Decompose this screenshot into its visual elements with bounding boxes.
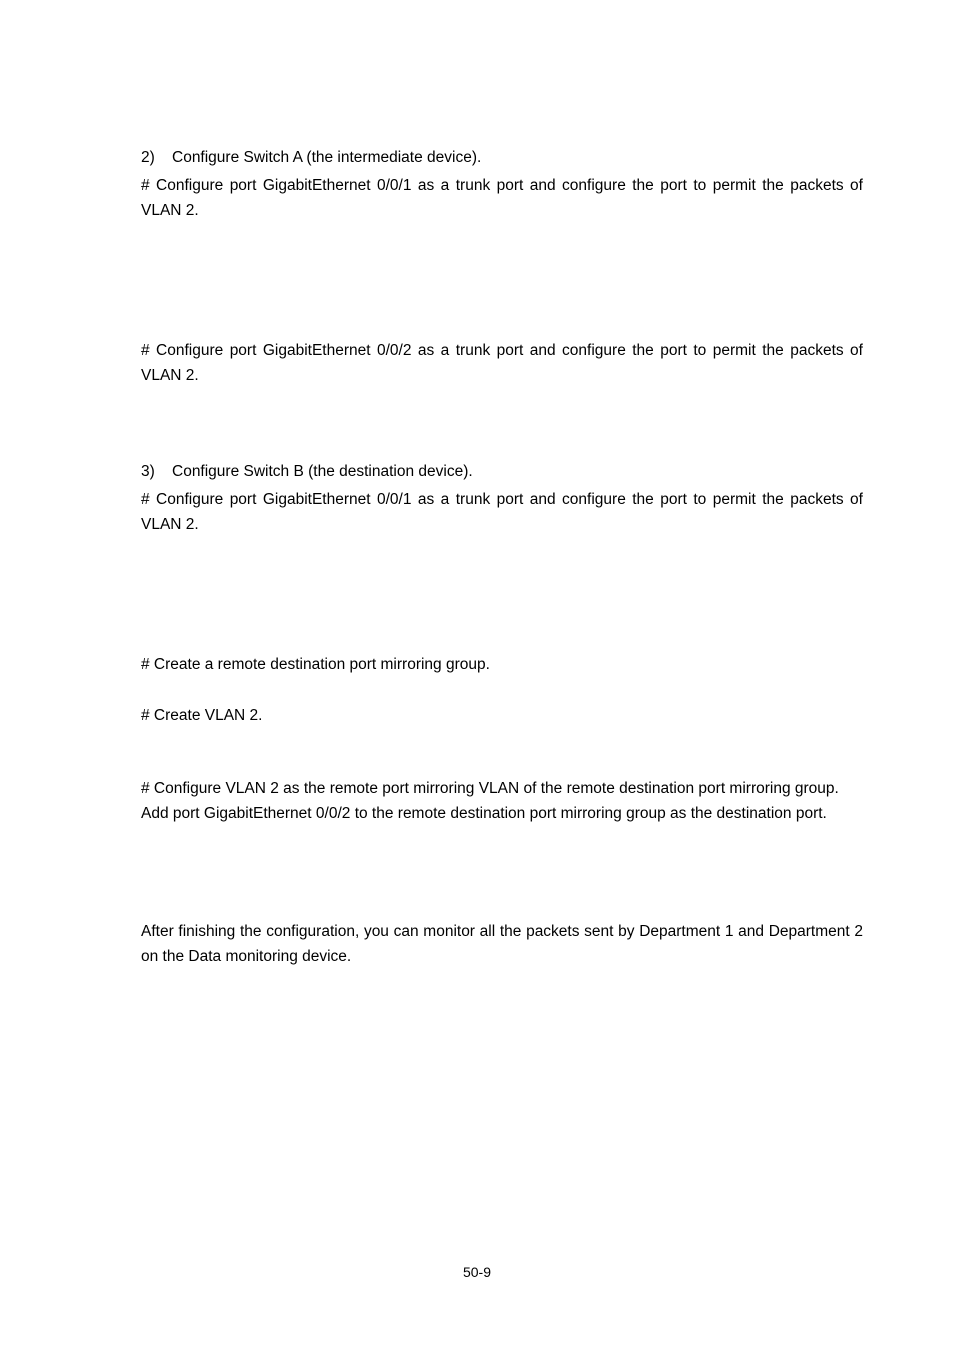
- paragraph-create-mirroring-group: # Create a remote destination port mirroring group.: [141, 656, 490, 673]
- paragraph-create-vlan: # Create VLAN 2.: [141, 707, 263, 724]
- step-2-heading: [141, 145, 481, 170]
- page-number: 50-9: [462, 1264, 492, 1280]
- paragraph-switch-a-port2: # Configure port GigabitEthernet 0/0/2 as a trunk port and configure the port to permit the packets of VLAN 2.: [141, 342, 863, 384]
- step-3-text: Configure Switch B (the destination device).: [172, 463, 473, 480]
- step-2-number: 2): [141, 149, 155, 166]
- step-3-number: 3): [141, 463, 155, 480]
- paragraph-configure-vlan-line1: # Configure VLAN 2 as the remote port mirroring VLAN of the remote destination port mirroring group.: [141, 780, 839, 797]
- paragraph-after-configuration: After finishing the configuration, you can monitor all the packets sent by Department 1 and Department 2 on the Data monitoring device.: [141, 923, 863, 965]
- paragraph-configure-vlan-line2: Add port GigabitEthernet 0/0/2 to the remote destination port mirroring group as the destination port.: [141, 805, 827, 822]
- step-3-heading: [141, 459, 473, 484]
- step-2-text: Configure Switch A (the intermediate device).: [172, 149, 482, 166]
- paragraph-switch-a-port1: # Configure port GigabitEthernet 0/0/1 as a trunk port and configure the port to permit the packets of VLAN 2.: [141, 177, 863, 219]
- paragraph-switch-b-port1: # Configure port GigabitEthernet 0/0/1 as a trunk port and configure the port to permit the packets of VLAN 2.: [141, 491, 863, 533]
